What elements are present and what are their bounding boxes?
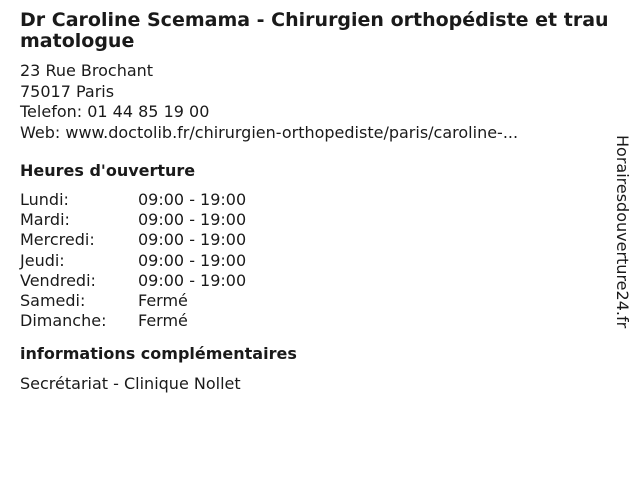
day-hours: 09:00 - 19:00: [138, 270, 247, 290]
phone-number: Telefon: 01 44 85 19 00: [20, 102, 210, 121]
opening-hours-table: [20, 190, 620, 331]
opening-hours-heading: Heures d'ouverture: [20, 161, 196, 180]
day-hours: Fermé: [138, 311, 188, 331]
address-block: [20, 61, 620, 143]
hours-row-sunday: [20, 311, 620, 331]
day-label: Mardi:: [20, 210, 70, 230]
day-label: Lundi:: [20, 190, 69, 209]
day-label: Mercredi:: [20, 230, 95, 250]
day-hours: 09:00 - 19:00: [138, 190, 247, 209]
day-hours: 09:00 - 19:00: [138, 230, 247, 250]
day-hours: Fermé: [138, 291, 188, 311]
day-hours: 09:00 - 19:00: [138, 210, 247, 230]
page-title: Dr Caroline Scemama - Chirurgien orthopédiste et traumatologue: [20, 9, 609, 52]
additional-info-text: Secrétariat - Clinique Nollet: [20, 374, 241, 394]
hours-row-saturday: [20, 291, 620, 311]
additional-info-heading: informations complémentaires: [20, 344, 297, 364]
hours-row-tuesday: [20, 210, 620, 230]
hours-row-thursday: [20, 251, 620, 271]
business-card: [20, 10, 620, 394]
day-label: Dimanche:: [20, 311, 107, 331]
day-hours: 09:00 - 19:00: [138, 250, 247, 270]
day-label: Jeudi:: [20, 250, 65, 270]
day-label: Samedi:: [20, 291, 86, 311]
city-postcode: 75017 Paris: [20, 81, 115, 101]
site-watermark: Horairesdouverture24.fr: [613, 135, 632, 329]
hours-row-monday: [20, 190, 620, 210]
hours-row-friday: [20, 271, 620, 291]
day-label: Vendredi:: [20, 270, 96, 290]
street-address: 23 Rue Brochant: [20, 61, 154, 80]
website-link[interactable]: Web: www.doctolib.fr/chirurgien-orthopediste/paris/caroline-...: [20, 122, 519, 142]
hours-row-wednesday: [20, 230, 620, 250]
